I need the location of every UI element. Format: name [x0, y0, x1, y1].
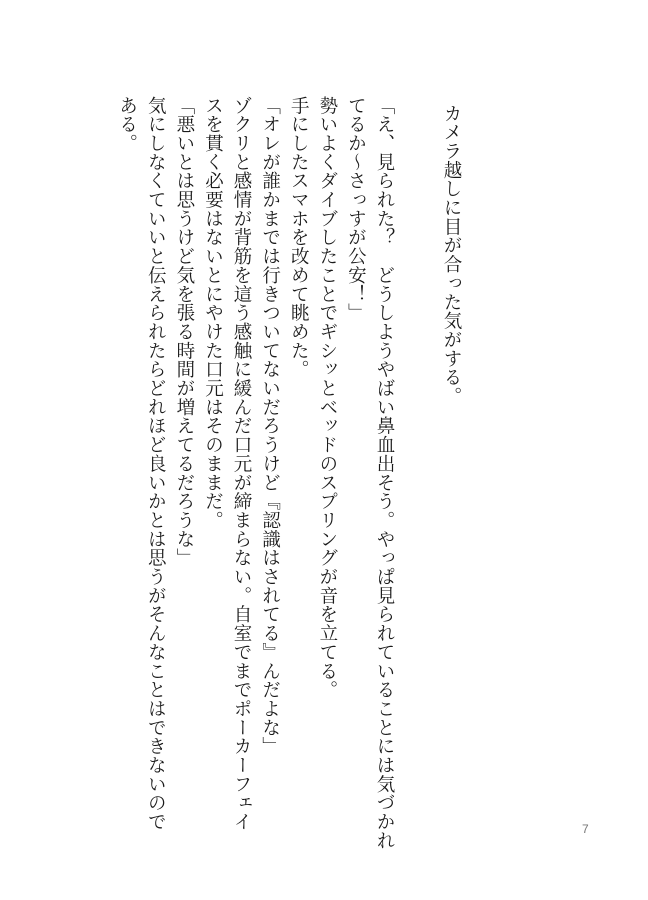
body-text	[112, 96, 398, 850]
text-line: 「悪いとは思うけど気を張る時間が増えてるだろうな」	[173, 96, 195, 568]
text-line: 「え、見られた？ どうしようやばい鼻血出そう。やっぱ見られていることには気づかれ	[374, 96, 395, 850]
text-line: ゾクリと感情が背筋を這う感触に緩んだ口元が締まらない。自室でまでポーカーフェイ	[231, 96, 253, 832]
text-line: 「オレが誰かまでは行きついてないだろうけど『認識はされてる』んだよな」	[259, 96, 281, 756]
text-line: てるか～さっすが公安！」	[345, 96, 367, 323]
opening-line: カメラ越しに目が合った気がする。	[441, 104, 462, 406]
page-number: 7	[582, 822, 589, 836]
text-line: ある。	[116, 96, 138, 153]
text-line: スを貫く必要はないとにやけた口元はそのままだ。	[202, 96, 224, 530]
text-line: 勢いよくダイブしたことでギシッとベッドのスプリングが音を立てる。	[316, 96, 338, 700]
text-line: 気にしなくていいと伝えられたらどれほど良いかとは思うがそんなことはできないので	[145, 96, 167, 832]
text-line: 手にしたスマホを改めて眺めた。	[288, 96, 310, 379]
